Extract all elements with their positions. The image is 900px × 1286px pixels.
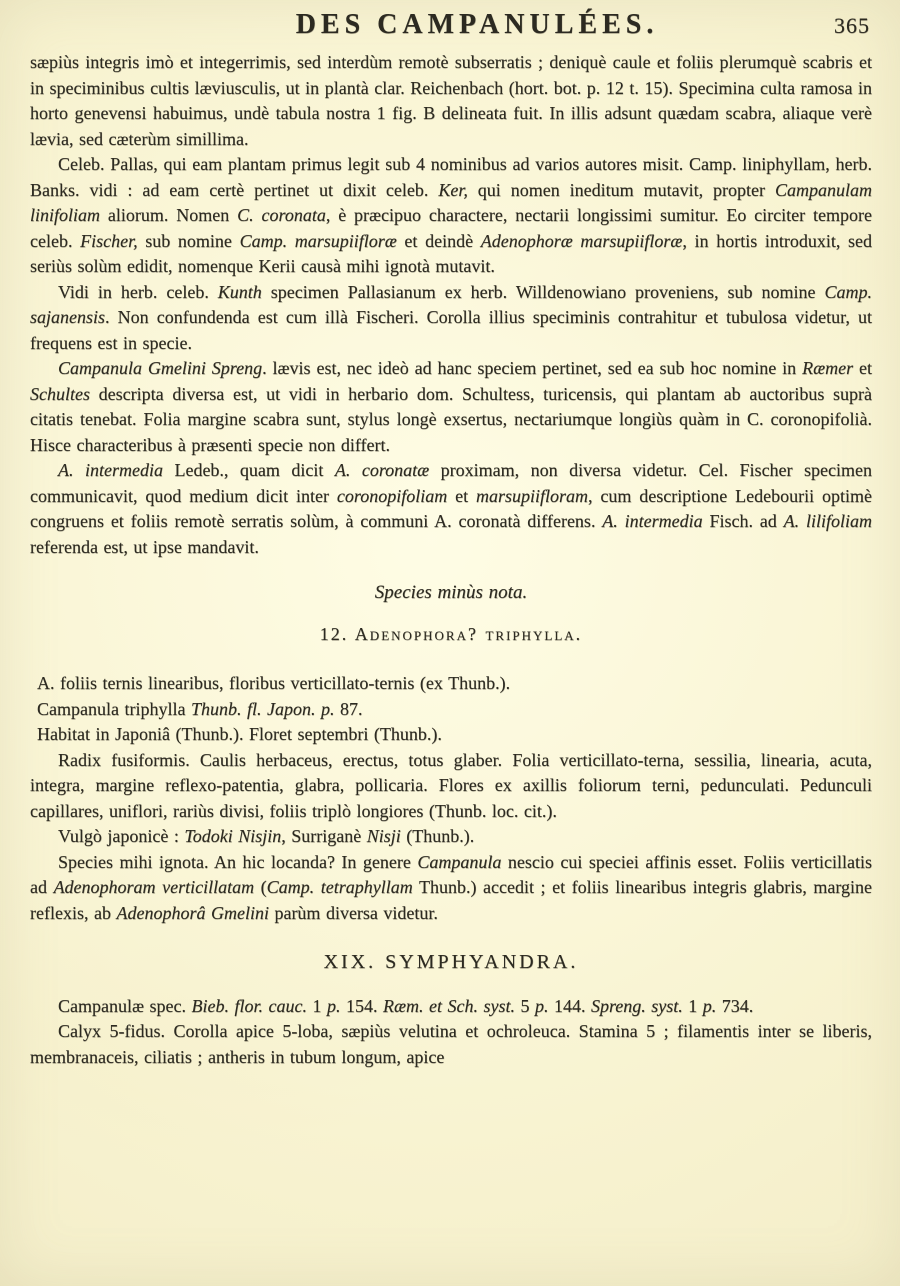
text-run: p. [326,995,341,1016]
paragraph [30,850,872,927]
text-run: et [447,485,476,506]
page-number: 365 [834,13,870,38]
text-run: Campanula Gmelini Spreng [58,358,263,378]
paragraph [30,1019,872,1070]
text-run: Campanulæ spec. [58,995,192,1016]
text-run: proximam, non diversa videtur. Cel. Fischer specimen communicavit, quod medium dicit inter [30,460,872,506]
paragraph [30,994,872,1020]
text-run: C. coronata [237,205,326,225]
text-run: 144. [548,995,591,1016]
paragraph [30,458,872,560]
text-run: Thunb. fl. Japon. p. [190,698,335,719]
paragraph [30,697,872,723]
text-run: Schultes [30,383,90,404]
text-run: ( [254,877,267,897]
text-run: qui nomen ineditum mutavit, propter [467,179,775,200]
text-run: (Thunb.). [400,826,475,846]
text-run: Fischer, [80,230,138,251]
text-run: , Surriganè [281,826,367,846]
text-run: . lævis est, nec ideò ad hanc speciem pertinet, sed ea sub hoc nomine in [262,358,803,378]
text-run: Ker, [438,179,468,200]
text-run: et [853,358,872,378]
text-run: parùm diversa videtur. [268,902,438,923]
text-run: p. [702,995,717,1016]
text-run: aliorum. Nomen [100,205,238,225]
text-run: A. intermedia [602,511,703,531]
text-run: referenda est, ut ipse mandavit. [30,536,259,557]
text-run: Adenophoræ marsupiifloræ [480,230,683,251]
text-run: A. lilifoliam [783,511,872,531]
page-header [30,6,872,50]
text-run: Ræmer [802,358,854,378]
text-run: 1 [306,995,327,1016]
text-block [30,50,872,1070]
text-run: Camp. tetraphyllam [266,877,413,897]
text-run: 734. [716,995,754,1016]
text-run: A. foliis ternis linearibus, floribus verticillato-ternis (ex Thunb.). [37,673,511,693]
text-run: 5 [514,995,535,1016]
section-heading [30,580,872,606]
text-run: Species mihi ignota. An hic locanda? In genere [58,851,418,872]
section-heading [30,622,872,648]
text-run: Campanula triphylla [37,698,191,719]
text-run: XIX. SYMPHYANDRA. [323,951,579,973]
text-run: Habitat in Japoniâ (Thunb.). Floret septembri (Thunb.). [37,724,442,744]
paragraph [30,50,872,152]
running-title: DES CAMPANULÉES. [295,9,659,40]
paragraph [30,356,872,458]
text-run: Todoki Nisjin [184,826,282,846]
text-run: Ledeb., quam dicit [162,460,335,480]
text-run: , è præcipuo charactere, nectarii longissimi sumitur. Eo circiter tempore celeb. [30,205,872,251]
text-run: 87. [334,698,363,719]
text-run: Camp. marsupiifloræ [239,230,397,251]
text-run: A. coronatæ [334,460,430,480]
text-run: Bieb. flor. cauc. [191,995,307,1016]
text-run: Celeb. Pallas, qui eam plantam primus legit sub 4 nominibus ad varios autores misit. Camp. liniphyllam, herb. Banks. vidi : ad eam certè pertinet ut dixit celeb. [30,154,872,200]
text-run: Camp. sajanensis [30,281,872,327]
text-run: , in hortis introduxit, sed seriùs solùm edidit, nomenque Kerii causà mihi ignotà mutavit. [30,230,872,276]
paragraph [30,280,872,357]
text-run: 12. Adenophora? triphylla. [319,623,583,644]
text-run: Vulgò japonicè : [58,826,185,846]
text-run: Ræm. et Sch. syst. [382,995,515,1016]
text-run: , cum descriptione Ledebourii optimè congruens et foliis remotè serratis solùm, à communi A. coronatà differens. [30,485,872,531]
text-run: A. intermedia [58,460,163,480]
text-run: et deindè [396,230,481,251]
paragraph [30,824,872,850]
text-run: Fisch. ad [702,511,784,531]
text-run: Species minùs nota. [374,582,528,603]
text-run: Calyx 5-fidus. Corolla apice 5-loba, sæpiùs velutina et ochroleuca. Stamina 5 ; filamentis inter se liberis, membranaceis, ciliatis ; antheris in tubum longum, apice [30,1021,872,1067]
text-run: specimen Pallasianum ex herb. Willdenowiano proveniens, sub nomine [261,281,825,302]
text-run: 1 [682,995,703,1016]
paragraph [30,152,872,280]
paragraph [30,722,872,748]
text-run: sub nomine [137,230,240,251]
text-run: 154. [340,995,383,1016]
text-run: Campanulam linifoliam [30,179,872,225]
text-run: Radix fusiformis. Caulis herbaceus, erectus, totus glaber. Folia verticillato-terna, sessilia, linearia, acuta, integra, margine reflexo-patentia, glabra, pollicaria. Flores ex axillis foliorum terni, pedunculati. Pedunculi capillares, uniflori, rariùs divisi, foliis triplò longiores (Thunb. loc. cit.). [30,749,872,821]
text-run: Adenophorâ Gmelini [116,902,269,923]
text-run: marsupiifloram [475,485,589,506]
paragraph [30,748,872,825]
text-run: Vidi in herb. celeb. [58,281,218,302]
text-run: . Non confundenda est cum illà Fischeri. Corolla illius speciminis contrahitur et tubulosa videtur, ut frequens est in specie. [30,307,872,353]
section-heading [30,950,872,976]
paragraph [30,671,872,697]
text-run: p. [534,995,549,1016]
text-run: Thunb.) accedit ; et foliis linearibus integris glabris, margine reflexis, ab [30,877,872,923]
text-run: Adenophoram verticillatam [53,877,255,897]
text-run: Campanula [417,851,502,872]
text-run: Kunth [217,281,262,302]
text-run: Nisji [366,826,401,846]
text-run: Spreng. syst. [590,995,683,1016]
text-run: coronopifoliam [336,485,448,506]
text-run: sæpiùs integris imò et integerrimis, sed interdùm remotè subserratis ; deniquè caule et foliis plerumquè scabris et in speciminibus cultis læviusculis, ut in plantà clar. Reichenbach (hort. bot. p. 12 t. 15). Specimina culta ramosa in horto genevensi habuimus, undè tabula nostra 1 fig. B delineata fuit. In illis adsunt quædam scabra, aliaque verè lævia, sed cæterùm simillima. [30,52,872,149]
text-run: nescio cui speciei affinis esset. Foliis verticillatis ad [30,851,872,897]
text-run: descripta diversa est, ut vidi in herbario dom. Schultess, turicensis, qui plantam ab auctoribus suprà citatis tenebat. Folia margine scabra sunt, stylus longè exsertus, nectariumque longiùs quàm in C. coronopifolià. Hisce characteribus à præsenti specie non differt. [30,383,872,455]
